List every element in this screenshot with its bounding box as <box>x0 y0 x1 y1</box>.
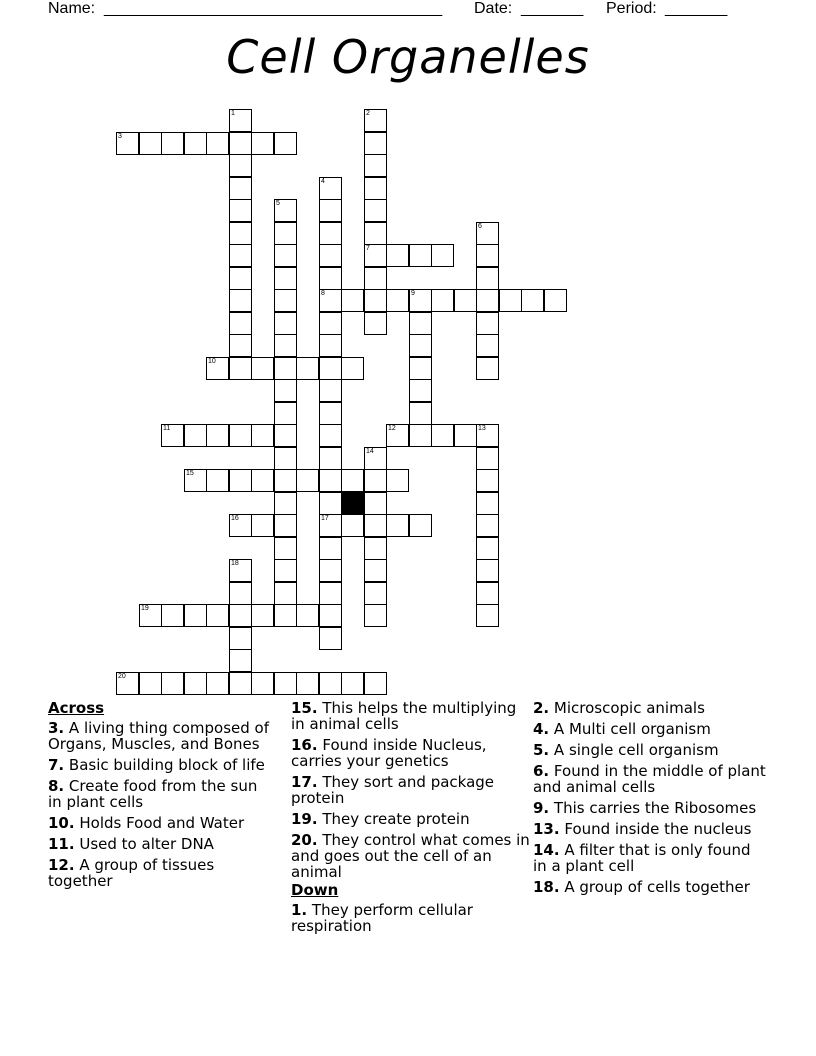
clue-down-2: 2. Microscopic animals <box>533 699 705 717</box>
grid-cell[interactable] <box>409 244 432 267</box>
clue-down-14: 14. A filter that is only found in a plant cell <box>533 841 751 875</box>
grid-cell[interactable] <box>476 312 499 335</box>
grid-cell[interactable] <box>251 424 274 447</box>
grid-cell[interactable] <box>431 289 454 312</box>
clues-column-2 <box>291 700 531 939</box>
clue-number: 10 <box>208 358 216 365</box>
clue-number: 1 <box>231 110 235 117</box>
grid-cell[interactable] <box>409 312 432 335</box>
grid-cell[interactable] <box>251 132 274 155</box>
grid-cell[interactable] <box>229 334 252 357</box>
grid-cell[interactable] <box>364 469 387 492</box>
grid-cell[interactable] <box>319 627 342 650</box>
grid-cell[interactable] <box>161 604 184 627</box>
grid-cell[interactable] <box>364 492 387 515</box>
grid-cell[interactable] <box>319 424 342 447</box>
grid-cell[interactable] <box>274 537 297 560</box>
grid-cell[interactable] <box>206 357 229 380</box>
grid-cell[interactable] <box>364 447 387 470</box>
grid-cell[interactable] <box>274 132 297 155</box>
period-line[interactable]: _______ <box>665 0 728 17</box>
clue-across-17: 17. They sort and package protein <box>291 773 495 807</box>
grid-cell[interactable] <box>274 244 297 267</box>
grid-cell[interactable] <box>184 672 207 695</box>
clue-number: 16 <box>231 515 239 522</box>
grid-cell[interactable] <box>386 514 409 537</box>
grid-cell[interactable] <box>319 199 342 222</box>
grid-cell[interactable] <box>409 424 432 447</box>
grid-cell[interactable] <box>454 289 477 312</box>
clue-number: 20 <box>118 673 126 680</box>
grid-cell[interactable] <box>364 514 387 537</box>
grid-cell[interactable] <box>386 424 409 447</box>
grid-cell[interactable] <box>274 447 297 470</box>
grid-cell[interactable] <box>319 267 342 290</box>
grid-cell[interactable] <box>229 267 252 290</box>
grid-cell[interactable] <box>206 424 229 447</box>
grid-cell[interactable] <box>161 424 184 447</box>
grid-cell[interactable] <box>409 357 432 380</box>
page-title: Cell Organelles <box>226 30 590 84</box>
grid-cell[interactable] <box>319 379 342 402</box>
clue-across-16: 16. Found inside Nucleus, carries your genetics <box>291 736 487 770</box>
clue-across-20: 20. They control what comes in and goes out the cell of an animal <box>291 831 530 881</box>
grid-cell[interactable] <box>476 514 499 537</box>
clue-across-8: 8. Create food from the sun in plant cells <box>48 777 258 811</box>
grid-cell[interactable] <box>341 289 364 312</box>
grid-cell[interactable] <box>341 357 364 380</box>
grid-cell[interactable] <box>454 424 477 447</box>
clue-number: 6 <box>478 223 482 230</box>
grid-cell[interactable] <box>476 582 499 605</box>
clue-across-11: 11. Used to alter DNA <box>48 835 214 853</box>
grid-cell[interactable] <box>319 357 342 380</box>
grid-cell[interactable] <box>274 559 297 582</box>
clue-down-5: 5. A single cell organism <box>533 741 719 759</box>
grid-cell[interactable] <box>274 289 297 312</box>
clue-number: 14 <box>366 448 374 455</box>
grid-cell[interactable] <box>386 244 409 267</box>
grid-cell[interactable] <box>544 289 567 312</box>
name-line[interactable]: ______________________________________ <box>104 0 443 17</box>
name-label: Name: <box>48 0 96 17</box>
grid-cell[interactable] <box>364 267 387 290</box>
grid-cell[interactable] <box>116 132 139 155</box>
grid-cell[interactable] <box>229 357 252 380</box>
grid-cell[interactable] <box>319 559 342 582</box>
clue-number: 5 <box>276 200 280 207</box>
clue-number: 9 <box>411 290 415 297</box>
grid-cell[interactable] <box>229 289 252 312</box>
clue-number: 13 <box>478 425 486 432</box>
grid-cell[interactable] <box>274 334 297 357</box>
grid-cell[interactable] <box>409 514 432 537</box>
date-line[interactable]: _______ <box>521 0 584 17</box>
grid-cell[interactable] <box>364 109 387 132</box>
grid-cell[interactable] <box>206 604 229 627</box>
grid-cell[interactable] <box>229 154 252 177</box>
grid-cell[interactable] <box>229 109 252 132</box>
grid-cell[interactable] <box>274 222 297 245</box>
grid-cell[interactable] <box>251 604 274 627</box>
grid-cell[interactable] <box>229 582 252 605</box>
grid-cell[interactable] <box>319 289 342 312</box>
grid-cell[interactable] <box>161 672 184 695</box>
grid-cell[interactable] <box>274 672 297 695</box>
clue-down-4: 4. A Multi cell organism <box>533 720 711 738</box>
grid-cell[interactable] <box>409 334 432 357</box>
grid-cell[interactable] <box>251 357 274 380</box>
grid-cell[interactable] <box>431 244 454 267</box>
grid-cell[interactable] <box>364 289 387 312</box>
grid-cell[interactable] <box>476 492 499 515</box>
grid-cell[interactable] <box>229 559 252 582</box>
clue-across-12: 12. A group of tissues together <box>48 856 215 890</box>
clue-down-18: 18. A group of cells together <box>533 878 750 896</box>
grid-cell[interactable] <box>476 424 499 447</box>
grid-cell[interactable] <box>476 334 499 357</box>
grid-cell[interactable] <box>341 514 364 537</box>
grid-cell[interactable] <box>229 514 252 537</box>
grid-cell[interactable] <box>319 604 342 627</box>
grid-cell[interactable] <box>319 492 342 515</box>
grid-cell[interactable] <box>341 469 364 492</box>
grid-cell[interactable] <box>431 424 454 447</box>
grid-cell[interactable] <box>184 132 207 155</box>
clue-number: 18 <box>231 560 239 567</box>
grid-cell[interactable] <box>229 312 252 335</box>
clue-down-13: 13. Found inside the nucleus <box>533 820 752 838</box>
grid-cell[interactable] <box>184 604 207 627</box>
grid-cell[interactable] <box>274 492 297 515</box>
clue-number: 4 <box>321 178 325 185</box>
grid-cell[interactable] <box>229 627 252 650</box>
grid-cell[interactable] <box>229 222 252 245</box>
grid-cell[interactable] <box>409 402 432 425</box>
grid-cell[interactable] <box>476 289 499 312</box>
clue-number: 11 <box>163 425 171 432</box>
clue-number: 2 <box>366 110 370 117</box>
down-heading: Down <box>291 881 339 899</box>
grid-cell[interactable] <box>364 312 387 335</box>
grid-cell[interactable] <box>521 289 544 312</box>
grid-cell[interactable] <box>229 244 252 267</box>
clue-across-3: 3. A living thing composed of Organs, Muscles, and Bones <box>48 719 270 753</box>
grid-cell[interactable] <box>229 199 252 222</box>
grid-cell[interactable] <box>319 312 342 335</box>
grid-cell[interactable] <box>229 132 252 155</box>
grid-cell[interactable] <box>364 537 387 560</box>
clue-down-6: 6. Found in the middle of plant and animal cells <box>533 762 766 796</box>
clue-number: 3 <box>118 133 122 140</box>
clue-number: 12 <box>388 425 396 432</box>
grid-cell[interactable] <box>476 469 499 492</box>
grid-cell[interactable] <box>319 514 342 537</box>
grid-cell[interactable] <box>229 604 252 627</box>
grid-cell[interactable] <box>184 424 207 447</box>
grid-cell[interactable] <box>386 469 409 492</box>
grid-cell[interactable] <box>364 604 387 627</box>
date-label: Date: <box>474 0 513 17</box>
clue-down-1: 1. They perform cellular respiration <box>291 901 473 935</box>
clue-number: 19 <box>141 605 149 612</box>
grid-cell[interactable] <box>274 514 297 537</box>
grid-cell[interactable] <box>229 672 252 695</box>
clues-column-3 <box>533 700 768 900</box>
grid-cell[interactable] <box>476 267 499 290</box>
grid-cell[interactable] <box>319 402 342 425</box>
grid-cell[interactable] <box>319 469 342 492</box>
clue-number: 15 <box>186 470 194 477</box>
grid-cell[interactable] <box>341 672 364 695</box>
grid-block <box>341 492 364 515</box>
grid-cell[interactable] <box>409 289 432 312</box>
grid-cell[interactable] <box>274 604 297 627</box>
grid-cell[interactable] <box>476 559 499 582</box>
grid-cell[interactable] <box>364 132 387 155</box>
grid-cell[interactable] <box>364 154 387 177</box>
grid-cell[interactable] <box>184 469 207 492</box>
grid-cell[interactable] <box>206 672 229 695</box>
grid-cell[interactable] <box>296 357 319 380</box>
grid-cell[interactable] <box>274 424 297 447</box>
clue-down-9: 9. This carries the Ribosomes <box>533 799 757 817</box>
grid-cell[interactable] <box>251 514 274 537</box>
grid-cell[interactable] <box>364 582 387 605</box>
grid-cell[interactable] <box>319 177 342 200</box>
clue-across-7: 7. Basic building block of life <box>48 756 265 774</box>
grid-cell[interactable] <box>229 469 252 492</box>
grid-cell[interactable] <box>319 244 342 267</box>
grid-cell[interactable] <box>319 672 342 695</box>
grid-cell[interactable] <box>319 537 342 560</box>
grid-cell[interactable] <box>274 312 297 335</box>
grid-cell[interactable] <box>274 199 297 222</box>
grid-cell[interactable] <box>319 222 342 245</box>
grid-cell[interactable] <box>206 132 229 155</box>
grid-cell[interactable] <box>364 199 387 222</box>
grid-cell[interactable] <box>476 244 499 267</box>
grid-cell[interactable] <box>364 559 387 582</box>
grid-cell[interactable] <box>139 672 162 695</box>
clue-number: 17 <box>321 515 329 522</box>
grid-cell[interactable] <box>139 132 162 155</box>
grid-cell[interactable] <box>476 447 499 470</box>
grid-cell[interactable] <box>364 222 387 245</box>
grid-cell[interactable] <box>476 357 499 380</box>
period-label: Period: <box>606 0 657 17</box>
grid-cell[interactable] <box>364 244 387 267</box>
grid-cell[interactable] <box>386 289 409 312</box>
across-heading: Across <box>48 699 105 717</box>
grid-cell[interactable] <box>409 379 432 402</box>
grid-cell[interactable] <box>229 424 252 447</box>
grid-cell[interactable] <box>274 357 297 380</box>
grid-cell[interactable] <box>296 604 319 627</box>
grid-cell[interactable] <box>364 672 387 695</box>
grid-cell[interactable] <box>319 447 342 470</box>
grid-cell[interactable] <box>499 289 522 312</box>
grid-cell[interactable] <box>251 469 274 492</box>
clues-column-1 <box>48 700 273 894</box>
grid-cell[interactable] <box>229 649 252 672</box>
grid-cell[interactable] <box>206 469 229 492</box>
grid-cell[interactable] <box>274 379 297 402</box>
grid-cell[interactable] <box>139 604 162 627</box>
grid-cell[interactable] <box>251 672 274 695</box>
grid-cell[interactable] <box>476 604 499 627</box>
grid-cell[interactable] <box>319 582 342 605</box>
grid-cell[interactable] <box>116 672 139 695</box>
clue-number: 7 <box>366 245 370 252</box>
grid-cell[interactable] <box>274 267 297 290</box>
clue-number: 8 <box>321 290 325 297</box>
grid-cell[interactable] <box>274 469 297 492</box>
grid-cell[interactable] <box>229 177 252 200</box>
clue-across-19: 19. They create protein <box>291 810 470 828</box>
grid-cell[interactable] <box>274 582 297 605</box>
grid-cell[interactable] <box>476 222 499 245</box>
grid-cell[interactable] <box>364 177 387 200</box>
clue-across-15: 15. This helps the multiplying in animal cells <box>291 699 517 733</box>
grid-cell[interactable] <box>274 402 297 425</box>
grid-cell[interactable] <box>161 132 184 155</box>
grid-cell[interactable] <box>319 334 342 357</box>
clue-across-10: 10. Holds Food and Water <box>48 814 245 832</box>
grid-cell[interactable] <box>296 469 319 492</box>
grid-cell[interactable] <box>296 672 319 695</box>
grid-cell[interactable] <box>476 537 499 560</box>
